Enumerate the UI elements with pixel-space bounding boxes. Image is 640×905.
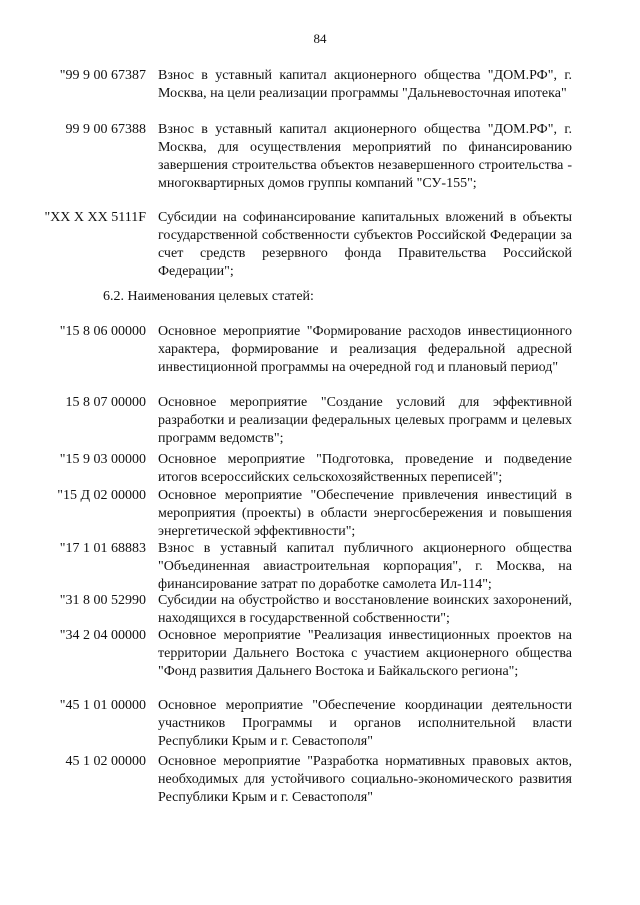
entry-code: "XX X XX 5111F [44, 210, 146, 225]
entry-code: "34 2 04 00000 [59, 628, 146, 643]
entry-text: Основное мероприятие "Реализация инвестиционных проектов на территории Дальнего Востока с участием акционерного общества "Фонд развития Дальнего Востока и Байкальского региона"; [158, 628, 572, 679]
section-heading: 6.2. Наименования целевых статей: [103, 289, 314, 304]
entry-code: "15 9 03 00000 [59, 452, 146, 467]
entry-code: "45 1 01 00000 [59, 698, 146, 713]
entry-code: 15 8 07 00000 [65, 395, 146, 410]
entry-block [0, 209, 640, 281]
entry-code: "31 8 00 52990 [59, 593, 146, 608]
entry-code: "17 1 01 68883 [59, 541, 146, 556]
entry-code: "15 8 06 00000 [59, 324, 146, 339]
entry-text: Основное мероприятие "Формирование расходов инвестиционного характера, формирование и реализация федеральной адресной инвестиционной программы на очередной год и плановый период" [158, 324, 572, 375]
list-item [0, 451, 640, 487]
entry-text: Основное мероприятие "Обеспечение привлечения инвестиций в мероприятия (проекты) в области энергосбережения и повышения энергетической эффективности"; [158, 488, 572, 539]
list-item [0, 121, 640, 193]
entry-block [0, 753, 640, 807]
list-item [0, 697, 640, 751]
list-item [0, 394, 640, 448]
entry-text: Взнос в уставный капитал акционерного общества "ДОМ.РФ", г. Москва, на цели реализации программы "Дальневосточная ипотека" [158, 68, 572, 101]
entry-code: 99 9 00 67388 [65, 122, 146, 137]
list-item [0, 592, 640, 628]
entry-block [0, 394, 640, 448]
entry-block [0, 697, 640, 751]
entry-block [0, 323, 640, 377]
list-item [0, 753, 640, 807]
list-item [0, 67, 640, 103]
entry-block [0, 540, 640, 594]
entry-text: Субсидии на софинансирование капитальных вложений в объекты государственной собственности субъектов Российской Федерации за счет средств резервного фонда Правительства Российской Федерации"; [158, 210, 572, 279]
list-item [0, 540, 640, 594]
entry-code: 45 1 02 00000 [65, 754, 146, 769]
entry-block [0, 121, 640, 193]
entry-block [0, 451, 640, 487]
entry-code: "15 Д 02 00000 [57, 488, 146, 503]
entry-text: Субсидии на обустройство и восстановление воинских захоронений, находящихся в государственной собственности"; [158, 593, 572, 626]
entry-text: Взнос в уставный капитал публичного акционерного общества "Объединенная авиастроительная корпорация", г. Москва, на финансирование затрат по доработке самолета Ил-114"; [158, 541, 572, 592]
list-item [0, 323, 640, 377]
page-number: 84 [313, 31, 327, 46]
entry-block [0, 487, 640, 541]
entry-block [0, 592, 640, 628]
entry-text: Основное мероприятие "Разработка нормативных правовых актов, необходимых для устойчивого социально-экономического развития Республики Крым и г. Севастополя" [158, 754, 572, 805]
entry-text: Основное мероприятие "Создание условий для эффективной разработки и реализации федеральных целевых программ и целевых программ ведомств"; [158, 395, 572, 446]
entry-block [0, 67, 640, 103]
list-item [0, 487, 640, 541]
entry-text: Взнос в уставный капитал акционерного общества "ДОМ.РФ", г. Москва, для осуществления мероприятий по финансированию завершения строительства объектов незавершенного строительства - многоквартирных домов группы компаний "СУ-155"; [158, 122, 572, 191]
list-item [0, 627, 640, 681]
list-item [0, 209, 640, 281]
entry-block [0, 627, 640, 681]
entry-text: Основное мероприятие "Обеспечение координации деятельности участников Программы и органов исполнительной власти Республики Крым и г. Севастополя" [158, 698, 572, 749]
entry-text: Основное мероприятие "Подготовка, проведение и подведение итогов всероссийских сельскохозяйственных переписей"; [158, 452, 572, 485]
entry-code: "99 9 00 67387 [59, 68, 146, 83]
